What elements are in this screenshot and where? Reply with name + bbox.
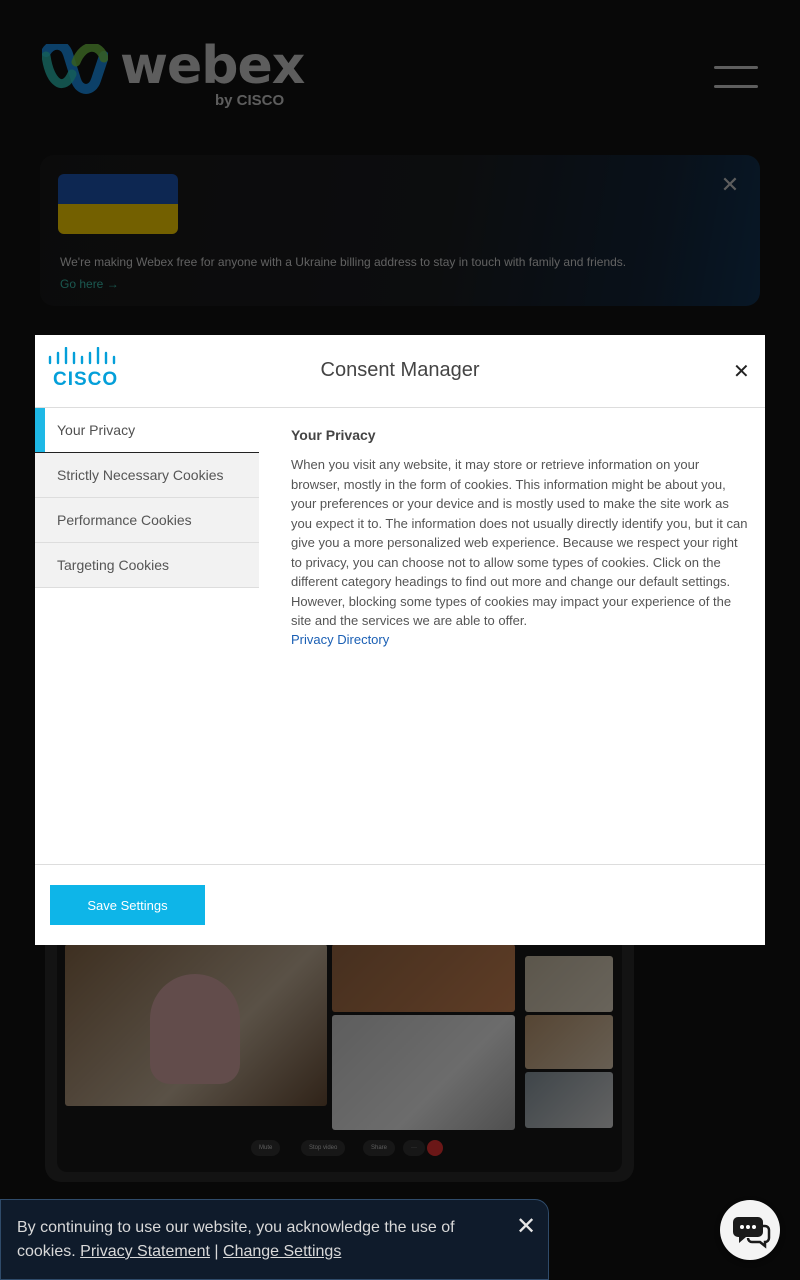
cookie-notice-close-icon[interactable]: ✕: [516, 1213, 537, 1240]
close-icon[interactable]: ✕: [733, 361, 750, 383]
dialog-header: [35, 335, 765, 408]
privacy-statement-link[interactable]: Privacy Statement: [80, 1243, 210, 1260]
tab-panel: [291, 427, 751, 649]
cookie-notice-text: [17, 1216, 497, 1264]
section-body: When you visit any website, it may store or retrieve information on your browser, mostly in the form of cookies. This information might be about you, your preferences or your device and is mostly used to make the site work as you expect it to. The information does not usually directly identify you, but it can give you a more personalized web experience. Because we respect your right to privacy, you can choose not to allow some types of cookies. Click on the different category headings to find out more and change our default settings. However, blocking some types of cookies may impact your experience of the site and the services we are able to offer.: [291, 457, 748, 628]
category-tabs: [35, 408, 259, 588]
tab-strictly-necessary-cookies[interactable]: Strictly Necessary Cookies: [35, 453, 259, 498]
chat-button[interactable]: [720, 1200, 780, 1260]
privacy-directory-link[interactable]: Privacy Directory: [291, 631, 390, 647]
cookie-notice: [0, 1199, 549, 1280]
cisco-wordmark: CISCO: [53, 369, 119, 390]
section-title: Your Privacy: [291, 427, 376, 443]
tab-performance-cookies[interactable]: Performance Cookies: [35, 498, 259, 543]
change-settings-link[interactable]: Change Settings: [223, 1243, 342, 1260]
dialog-title: Consent Manager: [320, 359, 480, 381]
dialog-footer: [35, 864, 765, 946]
tab-targeting-cookies[interactable]: Targeting Cookies: [35, 543, 259, 588]
consent-manager-dialog: [35, 335, 765, 945]
cookie-notice-message: By continuing to use our website, you acknowledge the use of cookies.: [17, 1219, 455, 1260]
link-separator: |: [209, 1243, 224, 1260]
chat-bubbles-icon: [720, 1200, 780, 1260]
save-settings-button[interactable]: Save Settings: [50, 885, 205, 925]
tab-your-privacy[interactable]: Your Privacy: [35, 408, 259, 453]
